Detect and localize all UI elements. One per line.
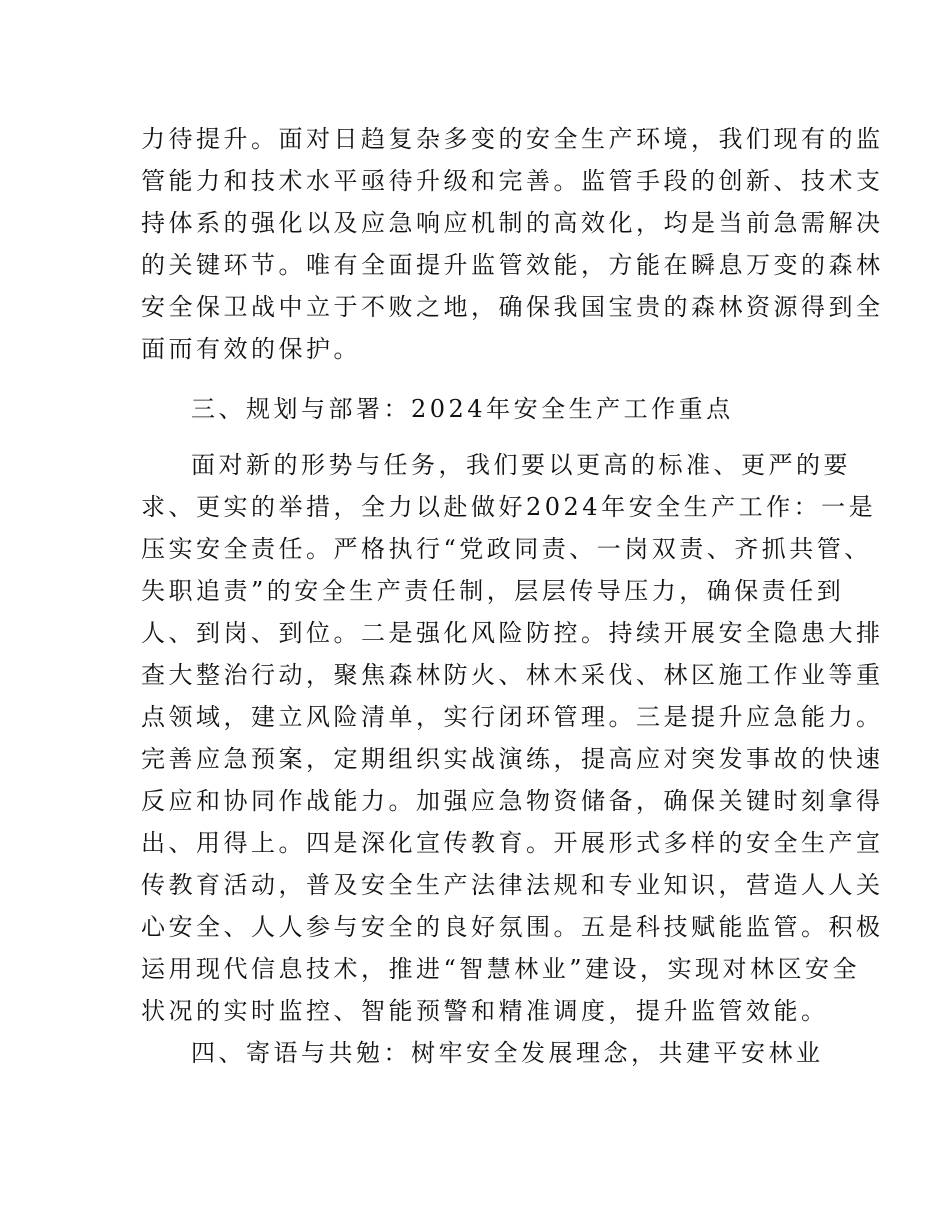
paragraph-line: 心安全、人人参与安全的良好氛围。五是科技赋能监管。积极 — [141, 913, 884, 941]
paragraph-line: 传教育活动，普及安全生产法律法规和专业知识，营造人人关 — [141, 871, 884, 899]
paragraph-line: 安全保卫战中立于不败之地，确保我国宝贵的森林资源得到全 — [141, 293, 884, 321]
paragraph-line: 持体系的强化以及应急响应机制的高效化，均是当前急需解决 — [141, 209, 884, 237]
paragraph-line: 出、用得上。四是深化宣传教育。开展形式多样的安全生产宣 — [141, 829, 884, 857]
paragraph-line: 的关键环节。唯有全面提升监管效能，方能在瞬息万变的森林 — [141, 251, 884, 279]
section-heading-3: 三、规划与部署：2024年安全生产工作重点 — [191, 395, 734, 423]
paragraph-line: 管能力和技术水平亟待升级和完善。监管手段的创新、技术支 — [141, 167, 884, 195]
paragraph-line: 失职追责”的安全生产责任制，层层传导压力，确保责任到 — [141, 577, 845, 605]
paragraph-line: 完善应急预案，定期组织实战演练，提高应对突发事故的快速 — [141, 745, 884, 773]
section-heading-4: 四、寄语与共勉：树牢安全发展理念，共建平安林业 — [191, 1039, 824, 1067]
paragraph-line: 力待提升。面对日趋复杂多变的安全生产环境，我们现有的监 — [141, 125, 884, 153]
paragraph-line: 查大整治行动，聚焦森林防火、林木采伐、林区施工作业等重 — [141, 661, 884, 689]
paragraph-line: 运用现代信息技术，推进“智慧林业”建设，实现对林区安全 — [141, 955, 861, 983]
paragraph-line: 人、到岗、到位。二是强化风险防控。持续开展安全隐患大排 — [141, 619, 884, 647]
paragraph-line: 反应和协同作战能力。加强应急物资储备，确保关键时刻拿得 — [141, 787, 884, 815]
paragraph-line: 点领域，建立风险清单，实行闭环管理。三是提升应急能力。 — [141, 703, 884, 731]
paragraph-line: 面而有效的保护。 — [141, 335, 361, 363]
paragraph-line: 面对新的形势与任务，我们要以更高的标准、更严的要 — [191, 451, 851, 479]
paragraph-line: 压实安全责任。严格执行“党政同责、一岗双责、齐抓共管、 — [141, 535, 872, 563]
paragraph-line: 状况的实时监控、智能预警和精准调度，提升监管效能。 — [141, 997, 829, 1025]
paragraph-line: 求、更实的举措，全力以赴做好2024年安全生产工作：一是 — [141, 493, 877, 521]
